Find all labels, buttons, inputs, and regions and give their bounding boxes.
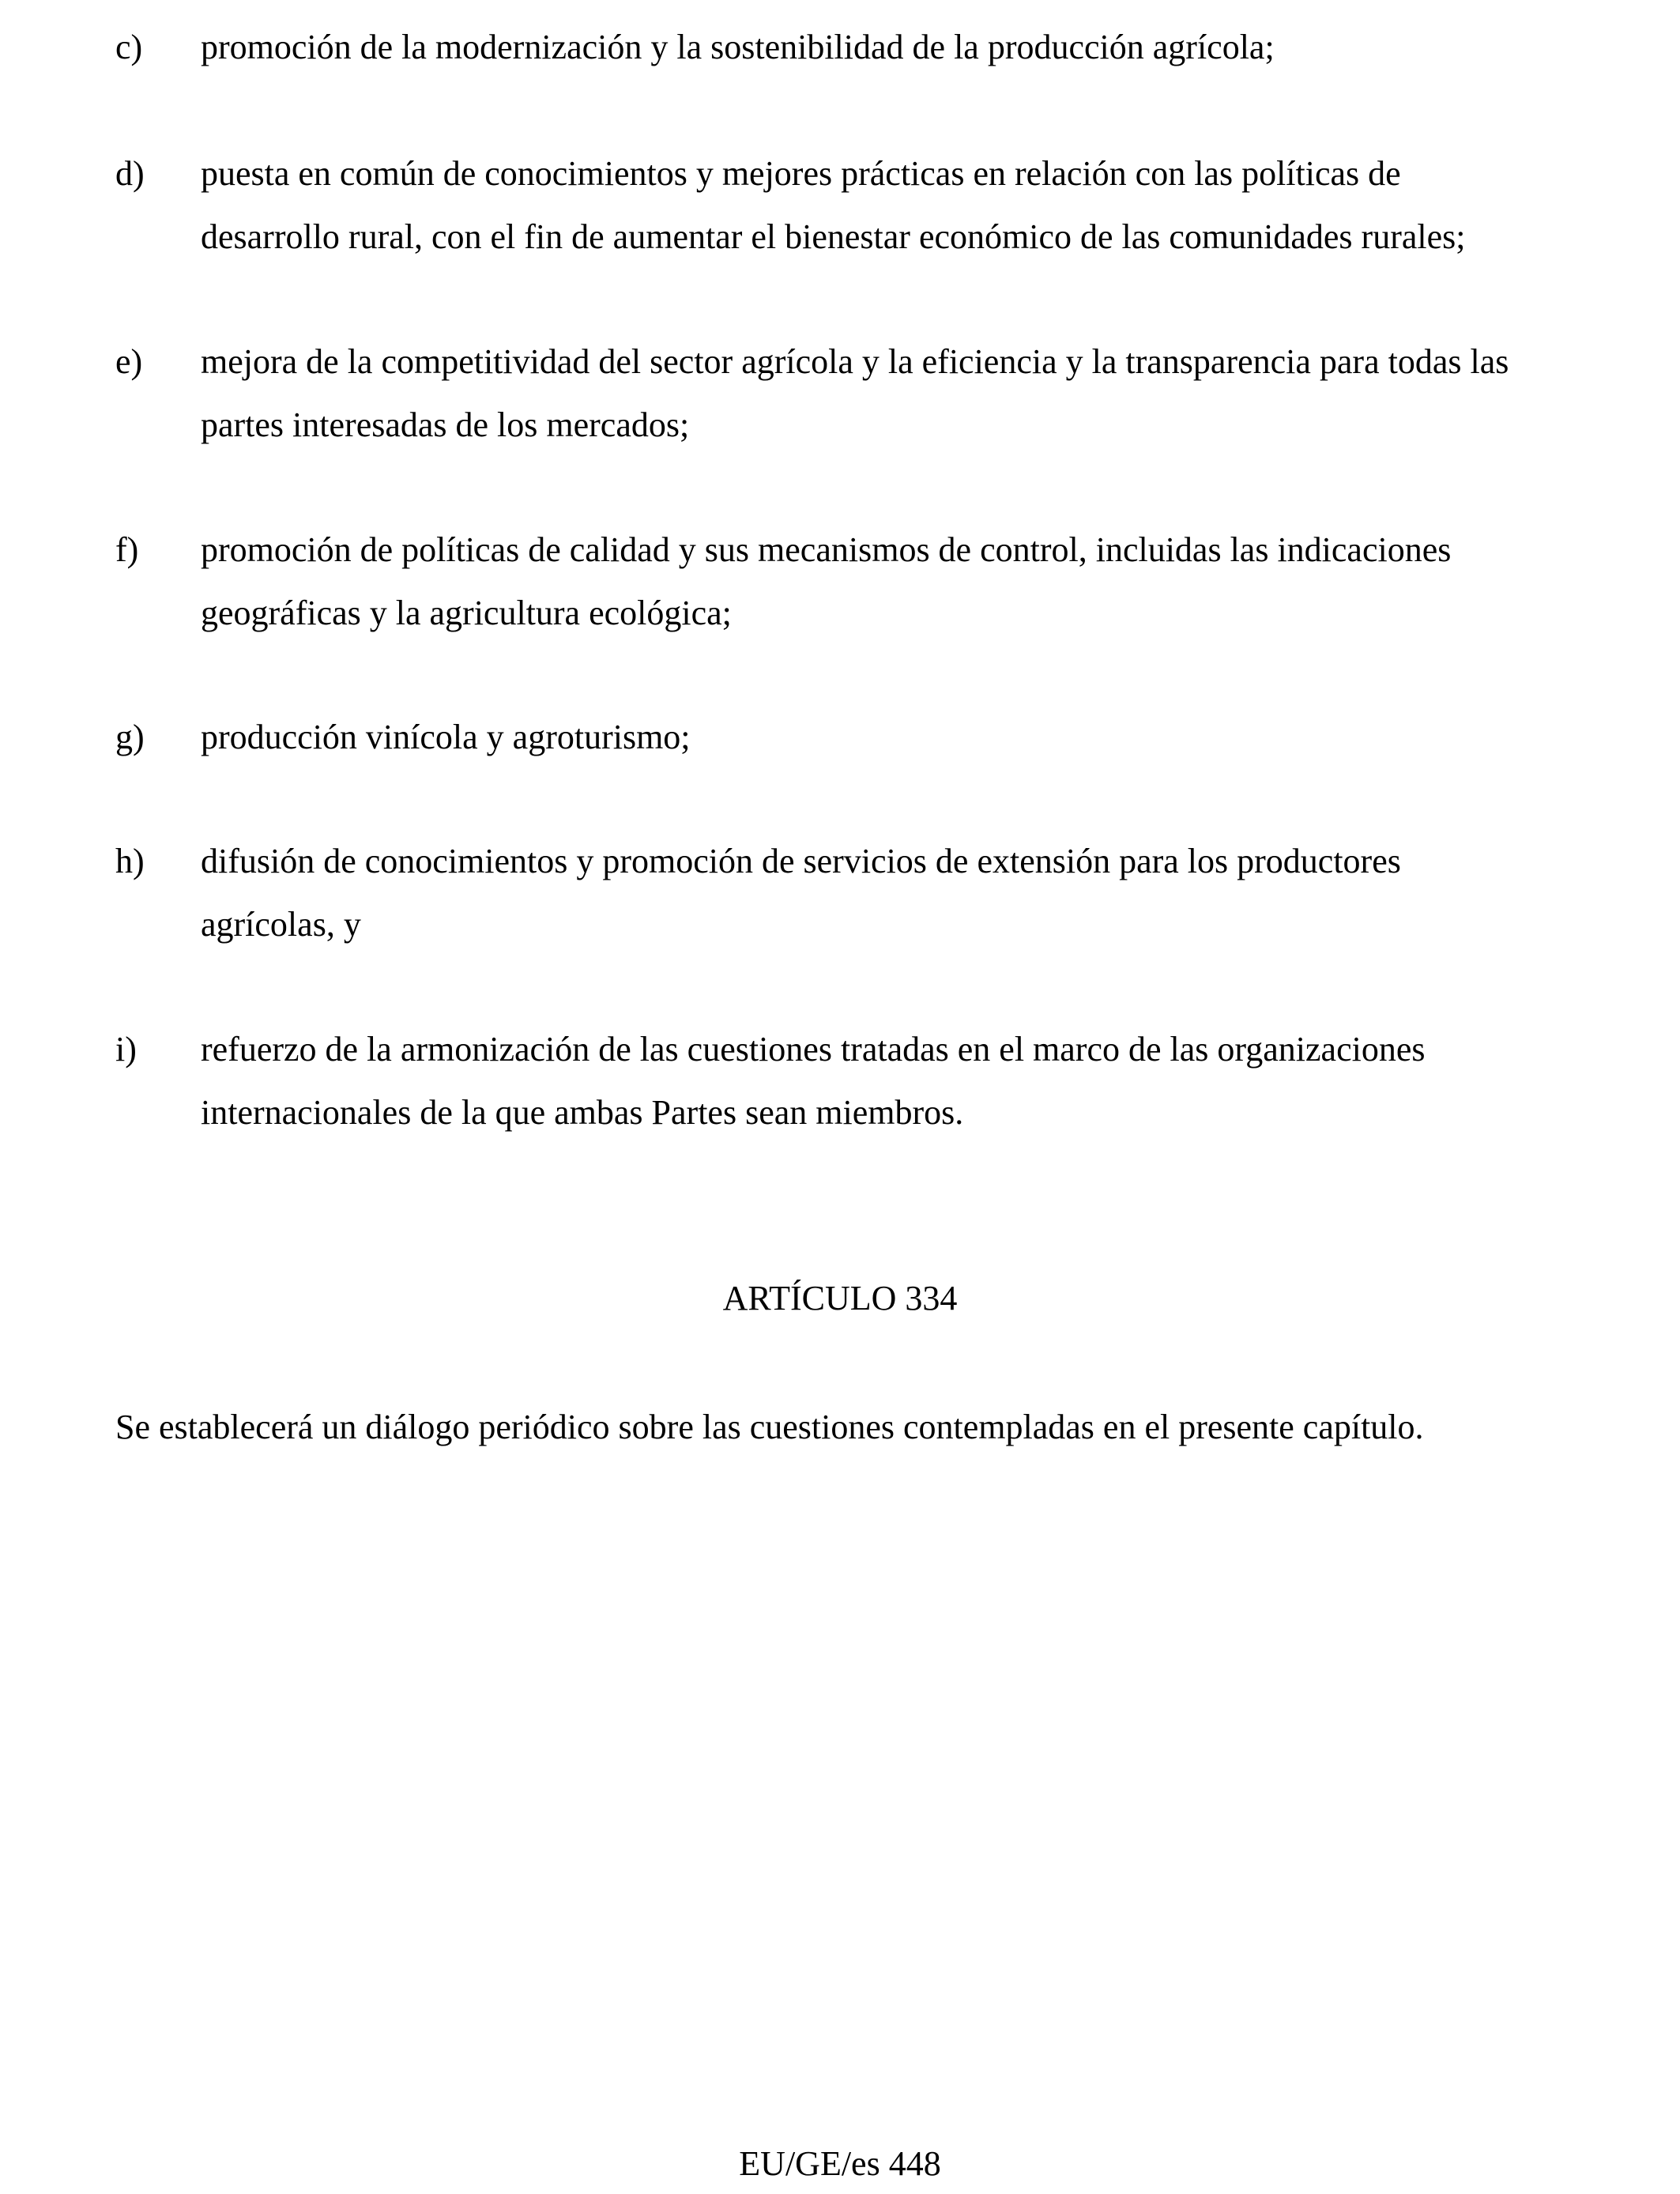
- article-body: Se establecerá un diálogo periódico sobre las cuestiones contempladas en el presente capítulo.: [115, 1408, 1424, 1446]
- item-line: producción vinícola y agroturismo;: [201, 718, 691, 756]
- item-line: agrícolas, y: [201, 905, 361, 944]
- item-letter: h): [115, 842, 145, 880]
- item-line: refuerzo de la armonización de las cuestiones tratadas en el marco de las organizaciones: [201, 1030, 1426, 1069]
- item-text: [201, 1018, 1678, 1144]
- page-footer-reference: EU/GE/es 448: [739, 2144, 941, 2183]
- item-letter: i): [115, 1030, 137, 1069]
- item-letter: f): [115, 530, 139, 569]
- item-line: promoción de políticas de calidad y sus mecanismos de control, incluidas las indicaciones: [201, 530, 1452, 569]
- item-text: [201, 830, 1678, 956]
- item-letter: e): [115, 342, 143, 381]
- item-text: [201, 518, 1678, 645]
- item-text: [201, 142, 1678, 269]
- article-heading: ARTÍCULO 334: [722, 1279, 958, 1318]
- item-text: [201, 330, 1678, 457]
- item-letter: c): [115, 28, 143, 66]
- item-line: mejora de la competitividad del sector agrícola y la eficiencia y la transparencia para todas las: [201, 342, 1509, 381]
- item-letter: g): [115, 718, 145, 756]
- item-line: internacionales de la que ambas Partes sean miembros.: [201, 1093, 964, 1132]
- item-letter: d): [115, 154, 145, 193]
- item-line: partes interesadas de los mercados;: [201, 405, 690, 444]
- item-line: promoción de la modernización y la sostenibilidad de la producción agrícola;: [201, 28, 1275, 66]
- item-line: desarrollo rural, con el fin de aumentar el bienestar económico de las comunidades rurales;: [201, 217, 1466, 256]
- item-line: difusión de conocimientos y promoción de servicios de extensión para los productores: [201, 842, 1401, 880]
- item-text: [201, 16, 1678, 79]
- item-text: [201, 706, 1678, 769]
- item-line: puesta en común de conocimientos y mejores prácticas en relación con las políticas de: [201, 154, 1401, 193]
- item-line: geográficas y la agricultura ecológica;: [201, 594, 732, 632]
